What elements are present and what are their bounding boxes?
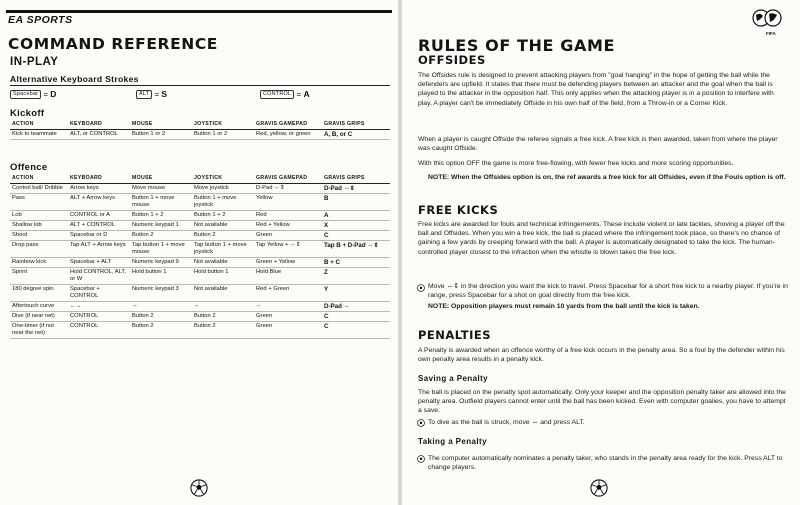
taking-penalty-heading: Taking a Penalty bbox=[418, 437, 487, 446]
table-cell: Button 1 + 2 bbox=[130, 211, 192, 221]
table-cell: CONTROL bbox=[68, 322, 130, 339]
table-cell: Red + Yellow bbox=[254, 221, 322, 231]
soccer-ball-icon bbox=[190, 479, 208, 497]
table-cell: Yellow bbox=[254, 194, 322, 211]
offsides-paragraph-3: With this option OFF the game is more free-flowing, with fewer free kicks and more scoring opportunities. bbox=[418, 160, 734, 167]
free-kicks-note: NOTE: Opposition players must remain 10 yards from the ball until the kick is taken. bbox=[428, 303, 700, 310]
soccer-ball-icon bbox=[417, 455, 425, 463]
divider bbox=[10, 85, 390, 86]
table-cell: Numeric keypad 9 bbox=[130, 258, 192, 268]
table-cell: Rainbow kick bbox=[10, 258, 68, 268]
table-cell: Aftertouch curve bbox=[10, 302, 68, 312]
table-row bbox=[10, 312, 390, 322]
free-kicks-paragraph: Free kicks are awarded for fouls and technical infringements. These include violent or late tackles, shoving a player off the ball and Offsides. When you win a free kick, the ball is placed where the infringement took place, so there's no chance of gaining a few yards by creeping forward with the ball. A player is automatically designated to take the kick. The human-controlled player closest to the infraction when the whistle is blown takes the free kick. bbox=[418, 221, 785, 256]
table-cell: Numeric keypad 3 bbox=[130, 285, 192, 302]
table-cell: Shallow lob bbox=[10, 221, 68, 231]
table-cell: ⇔ bbox=[254, 302, 322, 312]
table-row bbox=[10, 221, 390, 231]
table-cell: Button 2 bbox=[192, 312, 254, 322]
table-cell: A, B, or C bbox=[322, 130, 390, 140]
column-header: ACTION bbox=[10, 120, 68, 130]
table-cell: Green bbox=[254, 322, 322, 339]
table-cell: Lob bbox=[10, 211, 68, 221]
table-row bbox=[10, 285, 390, 302]
table-header-row bbox=[10, 120, 390, 130]
table-cell: X bbox=[322, 221, 390, 231]
fifa-label: FIFA bbox=[766, 31, 776, 36]
table-cell: Shoot bbox=[10, 231, 68, 241]
table-cell: ⇔ bbox=[130, 302, 192, 312]
offence-table bbox=[10, 174, 390, 339]
column-header: ACTION bbox=[10, 174, 68, 184]
offsides-paragraph-2: When a player is caught Offside the referee signals a free kick. A free kick is then awarded, taken from where the player was caught Offside. bbox=[418, 136, 778, 153]
column-header: JOYSTICK bbox=[192, 174, 254, 184]
column-header: JOYSTICK bbox=[192, 120, 254, 130]
table-cell: Button 1 or 2 bbox=[192, 130, 254, 140]
table-row bbox=[10, 268, 390, 285]
alt-key-1: Spacebar = D bbox=[10, 89, 56, 99]
table-cell: Button 2 bbox=[192, 231, 254, 241]
alt-key-3: CONTROL = A bbox=[260, 89, 310, 99]
table-cell: Tap ALT + Arrow keys bbox=[68, 241, 130, 258]
table-cell: CONTROL or A bbox=[68, 211, 130, 221]
column-header: GRAVIS GAMEPAD bbox=[254, 174, 322, 184]
table-cell: C bbox=[322, 312, 390, 322]
table-cell: Button 2 bbox=[130, 322, 192, 339]
table-cell: Pass bbox=[10, 194, 68, 211]
saving-penalty-instruction: To dive as the ball is struck, move ⇔ and press ALT. bbox=[428, 419, 585, 426]
table-cell: Hold Blue bbox=[254, 268, 322, 285]
taking-penalty-instruction: The computer automatically nominates a penalty taker, who stands in the penalty area ready for the kick. Press ALT to change players. bbox=[428, 455, 783, 472]
penalties-heading: PENALTIES bbox=[418, 328, 491, 342]
page-title: COMMAND REFERENCE bbox=[8, 35, 218, 53]
kickoff-heading: Kickoff bbox=[10, 108, 45, 119]
soccer-ball-icon bbox=[590, 479, 608, 497]
table-cell: ←→ bbox=[68, 302, 130, 312]
table-cell: ALT + Arrow keys bbox=[68, 194, 130, 211]
kickoff-table bbox=[10, 120, 390, 140]
table-header-row bbox=[10, 174, 390, 184]
table-cell: Button 2 bbox=[130, 231, 192, 241]
table-cell: Spacebar + CONTROL bbox=[68, 285, 130, 302]
table-cell: Tap button 1 + move joystick bbox=[192, 241, 254, 258]
column-header: GRAVIS GAMEPAD bbox=[254, 120, 322, 130]
soccer-ball-icon bbox=[417, 419, 425, 427]
header-bar bbox=[6, 10, 392, 13]
table-cell: C bbox=[322, 322, 390, 339]
table-cell: One-timer (if not near the net) bbox=[10, 322, 68, 339]
offsides-paragraph-1: The Offsides rule is designed to prevent attacking players from "goal hanging" in the hope of getting the ball while the defenders are upfield. It states that there must be defending players between an attacker and the goal when the ball is played to the attacker in the opposition half. This only applies when the attacking player is in a position to interfere with play. A player can't be immediately Offside in his own half of the field, from a Throw-in or a Corner Kick. bbox=[418, 72, 774, 107]
saving-penalty-heading: Saving a Penalty bbox=[418, 374, 488, 383]
table-cell: CONTROL bbox=[68, 312, 130, 322]
table-cell: ALT + CONTROL bbox=[68, 221, 130, 231]
table-row bbox=[10, 258, 390, 268]
table-cell: Numeric keypad 1 bbox=[130, 221, 192, 231]
table-cell: D-Pad ⇔ bbox=[322, 302, 390, 312]
column-header: KEYBOARD bbox=[68, 174, 130, 184]
table-cell: Hold button 1 bbox=[192, 268, 254, 285]
table-cell: Z bbox=[322, 268, 390, 285]
table-cell: ALT, or CONTROL bbox=[68, 130, 130, 140]
column-header: GRAVIS GRIPS bbox=[322, 120, 390, 130]
saving-penalty-paragraph: The ball is placed on the penalty spot automatically. Only your keeper and the opposition penalty taker are allowed into the penalty area. Outfield players cannot enter until the ball has been kicked. Even with computer goalies, you have to attempt a save. bbox=[418, 389, 786, 415]
table-cell: Dive (if near net) bbox=[10, 312, 68, 322]
table-cell: Button 2 bbox=[192, 322, 254, 339]
offsides-note: NOTE: When the Offsides option is on, the ref awards a free kick for all Offsides, even if the Fouls option is off. bbox=[428, 174, 786, 181]
table-cell: Control ball/ Dribble bbox=[10, 184, 68, 194]
column-header: MOUSE bbox=[130, 174, 192, 184]
table-cell: Green + Yellow bbox=[254, 258, 322, 268]
table-cell: Y bbox=[322, 285, 390, 302]
column-header: GRAVIS GRIPS bbox=[322, 174, 390, 184]
table-row bbox=[10, 130, 390, 140]
table-cell: B bbox=[322, 194, 390, 211]
table-row bbox=[10, 322, 390, 339]
table-cell: Red bbox=[254, 211, 322, 221]
alt-keys-heading: Alternative Keyboard Strokes bbox=[10, 74, 139, 84]
alt-key-2: ALT = S bbox=[136, 89, 167, 99]
table-cell: Button 1 + 2 bbox=[192, 211, 254, 221]
table-cell: 180 degree spin bbox=[10, 285, 68, 302]
table-cell: D-Pad ⇔⇕ bbox=[254, 184, 322, 194]
table-cell: Spacebar or D bbox=[68, 231, 130, 241]
penalties-paragraph: A Penalty is awarded when an offence worthy of a free kick occurs in the penalty area. So a foul by the defender within his own penalty area results in a penalty kick. bbox=[418, 347, 785, 364]
table-cell: C bbox=[322, 231, 390, 241]
table-cell: Button 1 + move mouse bbox=[130, 194, 192, 211]
table-cell: Move mouse bbox=[130, 184, 192, 194]
table-row bbox=[10, 184, 390, 194]
free-kicks-heading: FREE KICKS bbox=[418, 203, 499, 217]
table-cell: Tap Yellow + ⇔⇕ bbox=[254, 241, 322, 258]
table-cell: Button 1 + move joystick bbox=[192, 194, 254, 211]
alt-keys-row bbox=[10, 89, 390, 101]
table-cell: B + C bbox=[322, 258, 390, 268]
section-heading-in-play: IN-PLAY bbox=[10, 56, 59, 68]
right-page bbox=[402, 0, 800, 505]
table-cell: Sprint bbox=[10, 268, 68, 285]
table-cell: Button 2 bbox=[130, 312, 192, 322]
table-cell: Kick to teammate bbox=[10, 130, 68, 140]
table-cell: ⇔ bbox=[192, 302, 254, 312]
table-cell: Arrow keys bbox=[68, 184, 130, 194]
table-cell: Drop pass bbox=[10, 241, 68, 258]
table-cell: Not available bbox=[192, 221, 254, 231]
offsides-heading: OFFSIDES bbox=[418, 53, 486, 67]
table-cell: Button 1 or 2 bbox=[130, 130, 192, 140]
table-cell: Not available bbox=[192, 285, 254, 302]
table-cell: D-Pad ⇔⇕ bbox=[322, 184, 390, 194]
table-cell: Spacebar + ALT bbox=[68, 258, 130, 268]
table-cell: Not available bbox=[192, 258, 254, 268]
table-row bbox=[10, 211, 390, 221]
table-row bbox=[10, 194, 390, 211]
left-page bbox=[0, 0, 398, 505]
table-row bbox=[10, 241, 390, 258]
soccer-ball-icon bbox=[417, 284, 425, 292]
column-header: KEYBOARD bbox=[68, 120, 130, 130]
table-cell: Move joystick bbox=[192, 184, 254, 194]
table-cell: A bbox=[322, 211, 390, 221]
table-cell: Red, yellow, or green bbox=[254, 130, 322, 140]
table-row bbox=[10, 302, 390, 312]
table-cell: Tap button 1 + move mouse bbox=[130, 241, 192, 258]
fifa-globe-icon bbox=[750, 6, 784, 32]
offence-heading: Offence bbox=[10, 162, 48, 173]
free-kicks-instruction: Move ⇔⇕ in the direction you want the kick to travel. Press Spacebar for a short free kick to a nearby player. If you're in range, press Spacebar for a shot on goal directly from the free kick. bbox=[428, 283, 788, 300]
table-row bbox=[10, 231, 390, 241]
page-title: RULES OF THE GAME bbox=[418, 36, 616, 55]
table-cell: Hold CONTROL, ALT, or W bbox=[68, 268, 130, 285]
table-cell: Green bbox=[254, 312, 322, 322]
column-header: MOUSE bbox=[130, 120, 192, 130]
table-cell: Tap B + D-Pad ⇔⇕ bbox=[322, 241, 390, 258]
table-cell: Hold button 1 bbox=[130, 268, 192, 285]
table-cell: Green bbox=[254, 231, 322, 241]
ea-sports-logo: EA SPORTS bbox=[8, 14, 73, 26]
table-cell: Red + Green bbox=[254, 285, 322, 302]
